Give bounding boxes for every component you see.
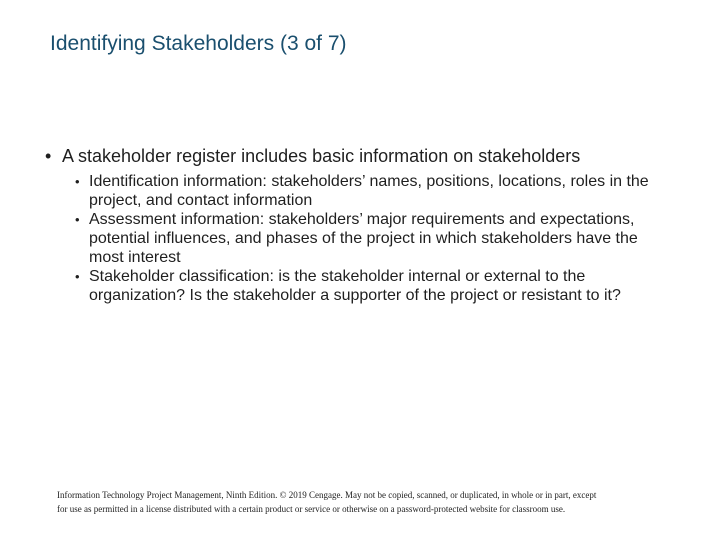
sub-bullet-classification	[75, 267, 675, 305]
footer-line-1: Information Technology Project Management, Ninth Edition. © 2019 Cengage. May not be copied, scanned, or duplicated, in whole or in part, except	[57, 490, 597, 500]
sub-bullet-assessment	[75, 210, 675, 267]
sub-bullet-dot: •	[75, 174, 80, 189]
slide-title: Identifying Stakeholders (3 of 7)	[50, 32, 347, 55]
slide-content	[45, 144, 685, 305]
bullet-dot: •	[45, 146, 52, 166]
sub-bullet-text: Identification information: stakeholders’ names, positions, locations, roles in the project, and contact information	[89, 173, 649, 209]
sub-bullet-dot: •	[75, 269, 80, 284]
copyright-footer	[57, 488, 697, 516]
sub-bullet-identification	[75, 172, 675, 210]
sub-bullet-dot: •	[75, 212, 80, 227]
sub-bullet-text: Assessment information: stakeholders’ major requirements and expectations, potential influences, and phases of the project in which stakeholders have the most interest	[89, 211, 638, 266]
footer-line-2: for use as permitted in a license distributed with a certain product or service or otherwise on a password-protected website for classroom use.	[57, 504, 566, 514]
sub-bullet-list	[45, 172, 685, 305]
main-bullet	[45, 144, 685, 168]
main-bullet-text: A stakeholder register includes basic information on stakeholders	[62, 146, 581, 166]
sub-bullet-text: Stakeholder classification: is the stakeholder internal or external to the organization? Is the stakeholder a supporter of the project or resistant to it?	[89, 268, 621, 304]
